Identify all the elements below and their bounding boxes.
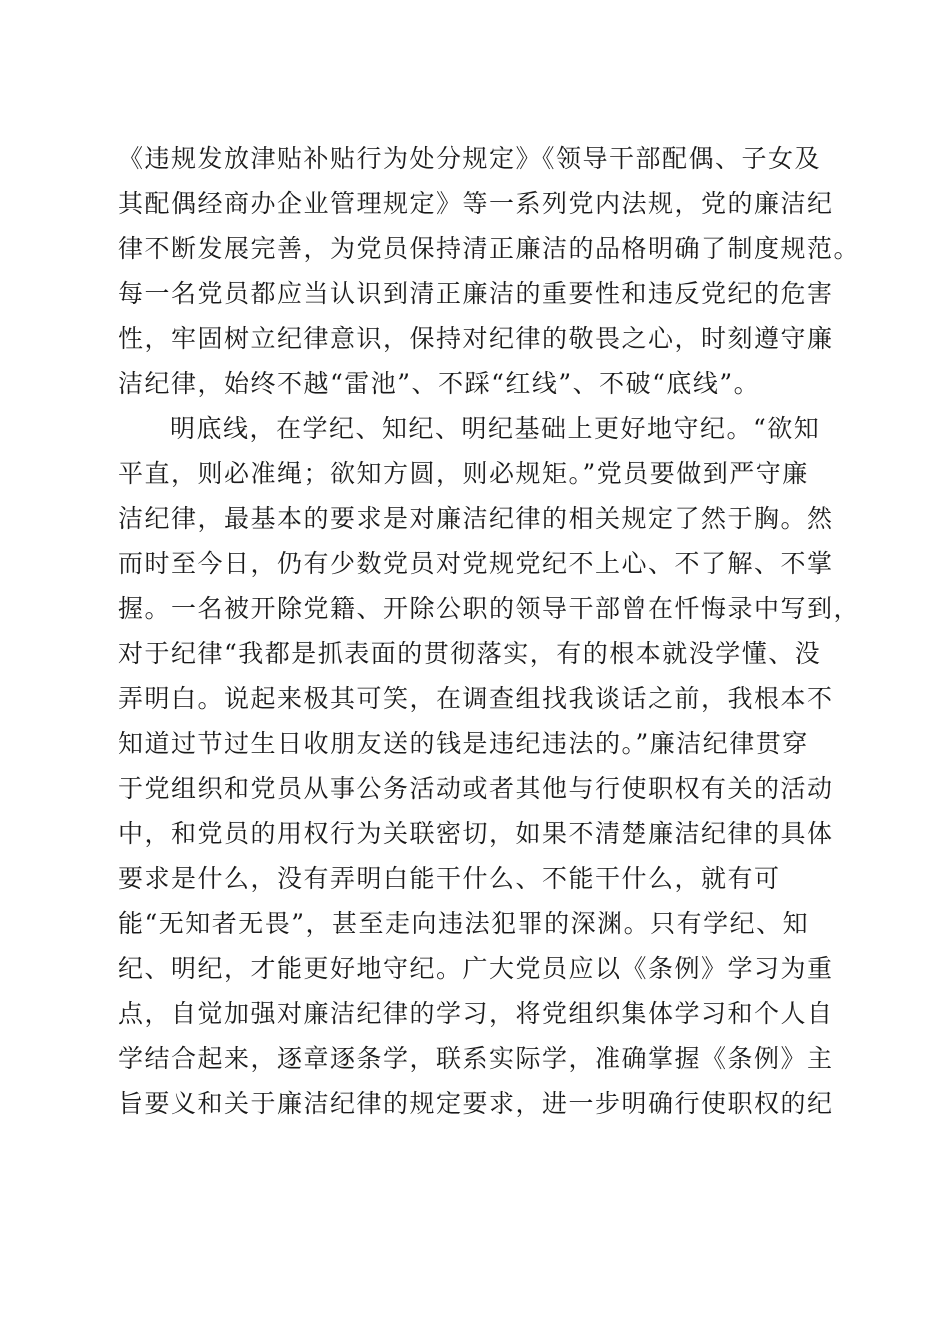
text-line: 性，牢固树立纪律意识，保持对纪律的敬畏之心，时刻遵守廉	[118, 324, 834, 353]
text-line: 平直，则必准绳；欲知方圆，则必规矩。”党员要做到严守廉	[118, 459, 809, 488]
text-line: 旨要义和关于廉洁纪律的规定要求，进一步明确行使职权的纪	[118, 1089, 834, 1118]
text-line: 能“无知者无畏”，甚至走向违法犯罪的深渊。只有学纪、知	[118, 909, 810, 938]
text-line: 对于纪律“我都是抓表面的贯彻落实，有的根本就没学懂、没	[118, 639, 822, 668]
paragraph-start-line: 明底线，在学纪、知纪、明纪基础上更好地守纪。“欲知	[170, 414, 821, 443]
text-line: 纪、明纪，才能更好地守纪。广大党员应以《条例》学习为重	[118, 954, 834, 983]
text-line: 学结合起来，逐章逐条学，联系实际学，准确掌握《条例》主	[118, 1044, 834, 1073]
text-line: 于党组织和党员从事公务活动或者其他与行使职权有关的活动	[118, 774, 834, 803]
text-line: 知道过节过生日收朋友送的钱是违纪违法的。”廉洁纪律贯穿	[118, 729, 809, 758]
text-line: 中，和党员的用权行为关联密切，如果不清楚廉洁纪律的具体	[118, 819, 834, 848]
text-line: 洁纪律，最基本的要求是对廉洁纪律的相关规定了然于胸。然	[118, 504, 834, 533]
text-line: 洁纪律，始终不越“雷池”、不踩“红线”、不破“底线”。	[118, 369, 761, 398]
text-line: 弄明白。说起来极其可笑，在调查组找我谈话之前，我根本不	[118, 684, 834, 713]
text-line: 点，自觉加强对廉洁纪律的学习，将党组织集体学习和个人自	[118, 999, 834, 1028]
text-line: 《违规发放津贴补贴行为处分规定》《领导干部配偶、子女及	[118, 144, 822, 173]
text-line: 而时至今日，仍有少数党员对党规党纪不上心、不了解、不掌	[118, 549, 834, 578]
text-line: 其配偶经商办企业管理规定》等一系列党内法规，党的廉洁纪	[118, 189, 834, 218]
text-line: 握。一名被开除党籍、开除公职的领导干部曾在忏悔录中写到，	[118, 594, 861, 623]
text-line: 律不断发展完善，为党员保持清正廉洁的品格明确了制度规范。	[118, 234, 861, 263]
document-body	[118, 136, 861, 1126]
text-line: 要求是什么，没有弄明白能干什么、不能干什么，就有可	[118, 864, 781, 893]
text-line: 每一名党员都应当认识到清正廉洁的重要性和违反党纪的危害	[118, 279, 834, 308]
